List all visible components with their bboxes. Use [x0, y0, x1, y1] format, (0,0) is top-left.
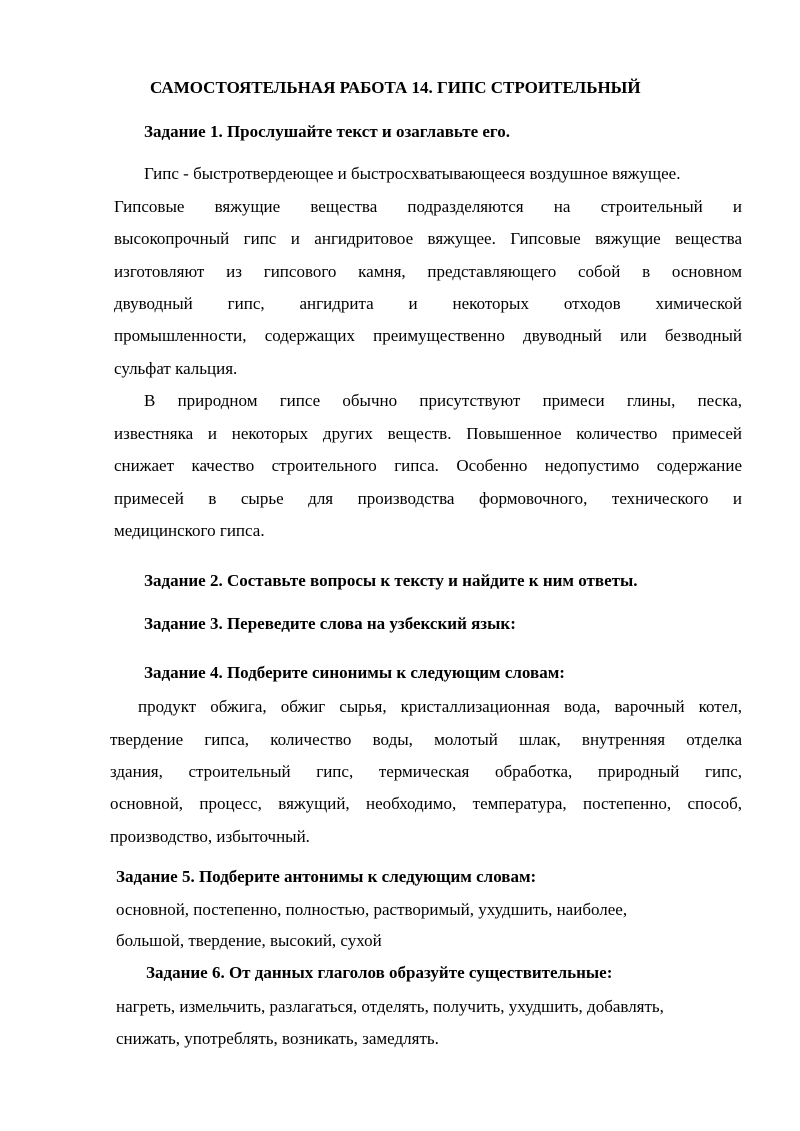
paragraph-line: известняка и некоторых других веществ. Повышенное количество примесей: [114, 424, 742, 443]
page-title: САМОСТОЯТЕЛЬНАЯ РАБОТА 14. ГИПС СТРОИТЕЛЬНЫЙ: [150, 78, 641, 97]
paragraph-line: высокопрочный гипс и ангидритовое вяжущее. Гипсовые вяжущие вещества: [114, 229, 742, 248]
word-list-line: большой, твердение, высокий, сухой: [116, 931, 382, 950]
word-list-line: здания, строительный гипс, термическая обработка, природный гипс,: [110, 762, 742, 781]
word-list-line: основной, постепенно, полностью, растворимый, ухудшить, наиболее,: [116, 900, 628, 919]
task2-heading: Задание 2. Составьте вопросы к тексту и найдите к ним ответы.: [144, 571, 638, 590]
paragraph-line: промышленности, содержащих преимущественно двуводный или безводный: [114, 326, 742, 345]
paragraph-line: снижает качество строительного гипса. Особенно недопустимо содержание: [114, 456, 742, 475]
word-list-line: продукт обжига, обжиг сырья, кристаллизационная вода, варочный котел,: [138, 697, 742, 716]
task1-heading: Задание 1. Прослушайте текст и озаглавьте его.: [144, 122, 510, 141]
task6-heading: Задание 6. От данных глаголов образуйте существительные:: [146, 963, 613, 982]
word-list-line: снижать, употреблять, возникать, замедлять.: [116, 1029, 439, 1048]
word-list-line: твердение гипса, количество воды, молотый шлак, внутренняя отделка: [110, 730, 742, 749]
word-list-line: нагреть, измельчить, разлагаться, отделять, получить, ухудшить, добавлять,: [116, 997, 664, 1016]
task4-heading: Задание 4. Подберите синонимы к следующим словам:: [144, 663, 565, 682]
paragraph-line: Гипсовые вяжущие вещества подразделяются на строительный и: [114, 197, 742, 216]
paragraph-line: В природном гипсе обычно присутствуют примеси глины, песка,: [144, 391, 742, 410]
word-list-line: основной, процесс, вяжущий, необходимо, температура, постепенно, способ,: [110, 794, 742, 813]
paragraph-line: двуводный гипс, ангидрита и некоторых отходов химической: [114, 294, 742, 313]
paragraph-line: примесей в сырье для производства формовочного, технического и: [114, 489, 742, 508]
paragraph-line: сульфат кальция.: [114, 359, 238, 378]
word-list-line: производство, избыточный.: [110, 827, 310, 846]
task5-heading: Задание 5. Подберите антонимы к следующим словам:: [116, 867, 537, 886]
task3-heading: Задание 3. Переведите слова на узбекский язык:: [144, 614, 516, 633]
paragraph-line: медицинского гипса.: [114, 521, 265, 540]
paragraph-line: изготовляют из гипсового камня, представляющего собой в основном: [114, 262, 742, 281]
paragraph-line: Гипс - быстротвердеющее и быстросхватывающееся воздушное вяжущее.: [144, 164, 681, 183]
